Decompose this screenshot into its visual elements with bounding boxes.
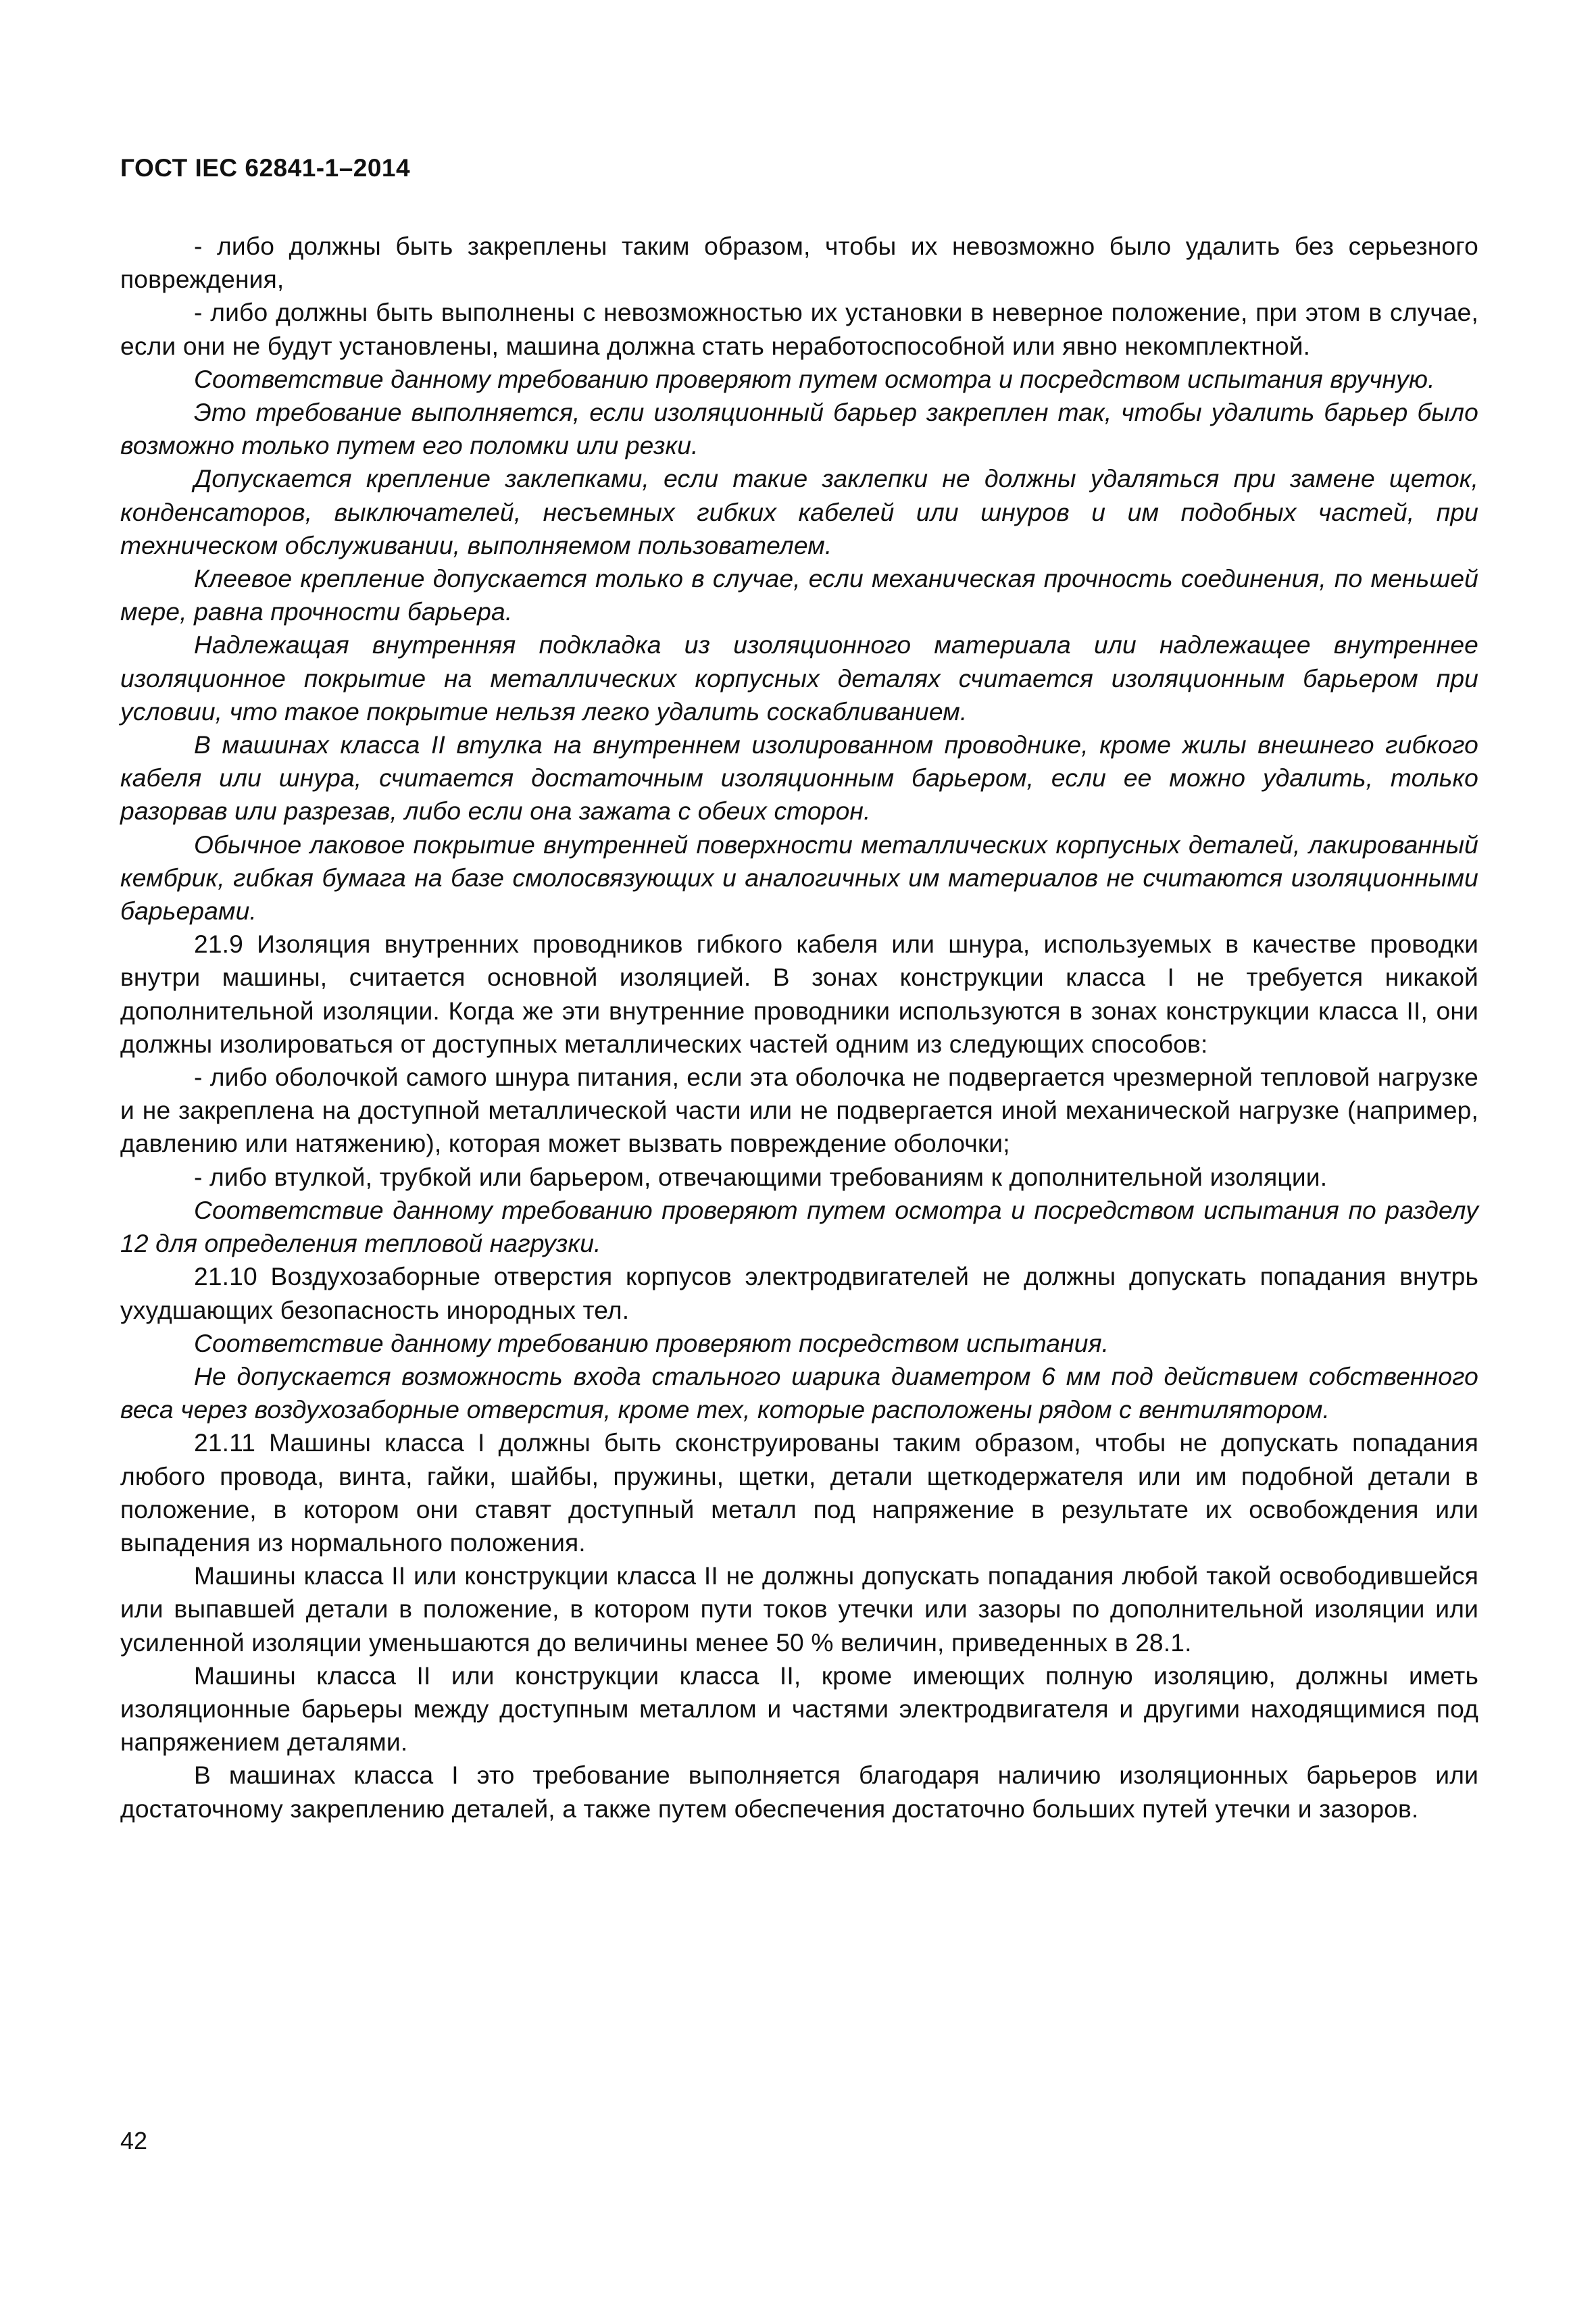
italic-paragraph: Не допускается возможность входа стального шарика диаметром 6 мм под действием собственного веса через воздухозаборные отверстия, кроме тех, которые расположены рядом с вентилятором. [120,1361,1478,1424]
paragraph: - либо должны быть закреплены таким образом, чтобы их невозможно было удалить без серьезного повреждения, [120,232,1478,294]
italic-paragraph: Обычное лаковое покрытие внутренней поверхности металлических корпусных деталей, лакированный кембрик, гибкая бумага на базе смолосвязующих и аналогичных им материалов не считаются изоляционными барьерами. [120,830,1478,926]
italic-paragraph: В машинах класса II втулка на внутреннем изолированном проводнике, кроме жилы внешнего гибкого кабеля или шнура, считается достаточным изоляционным барьером, если ее можно удалить, только разорвав или разрезав, либо если она зажата с обеих сторон. [120,730,1478,826]
italic-paragraph: Допускается крепление заклепками, если такие заклепки не должны удаляться при замене щеток, конденсаторов, выключателей, несъемных гибких кабелей или шнуров и им подобных частей, при техническом обслуживании, выполняемом пользователем. [120,464,1478,559]
italic-paragraph: Соответствие данному требованию проверяют путем осмотра и посредством испытания по разделу 12 для определения тепловой нагрузки. [120,1195,1478,1258]
italic-paragraph: Надлежащая внутренняя подкладка из изоляционного материала или надлежащее внутреннее изоляционное покрытие на металлических корпусных деталях считается изоляционным барьером при условии, что такое покрытие нельзя легко удалить соскабливанием. [120,630,1478,726]
italic-paragraph: Соответствие данному требованию проверяют путем осмотра и посредством испытания вручную. [194,364,1435,393]
clause-21-10: 21.10 Воздухозаборные отверстия корпусов электродвигателей не должны допускать попадания внутрь ухудшающих безопасность инородных тел. [120,1262,1478,1324]
clause-21-11: 21.11 Машины класса I должны быть сконструированы таким образом, чтобы не допускать попадания любого провода, винта, гайки, шайбы, пружины, щетки, детали щеткодержателя или им подобной детали в положение, в котором они ставят доступный металл под напряжение в результате их освобождения или выпадения из нормального положения. [120,1428,1478,1557]
italic-paragraph: Соответствие данному требованию проверяют посредством испытания. [194,1328,1109,1357]
paragraph: Машины класса II или конструкции класса II не должны допускать попадания любой такой освободившейся или выпавшей детали в положение, в котором пути токов утечки или зазоры по дополнительной изоляции или усиленной изоляции уменьшаются до величины менее 50 % величин, приведенных в 28.1. [120,1561,1478,1657]
body-text [120,230,1478,1826]
paragraph: В машинах класса I это требование выполняется благодаря наличию изоляционных барьеров или достаточному закреплению деталей, а также путем обеспечения достаточно больших путей утечки и зазоров. [120,1761,1478,1823]
paragraph: - либо должны быть выполнены с невозможностью их установки в неверное положение, при этом в случае, если они не будут установлены, машина должна стать неработоспособной или явно некомплектной. [120,298,1478,360]
paragraph: - либо втулкой, трубкой или барьером, отвечающими требованиям к дополнительной изоляции. [194,1162,1328,1191]
standard-header: ГОСТ IEC 62841-1–2014 [120,154,411,182]
italic-paragraph: Клеевое крепление допускается только в случае, если механическая прочность соединения, по меньшей мере, равна прочности барьера. [120,564,1478,626]
italic-paragraph: Это требование выполняется, если изоляционный барьер закреплен так, чтобы удалить барьер было возможно только путем его поломки или резки. [120,398,1478,460]
clause-21-9: 21.9 Изоляция внутренних проводников гибкого кабеля или шнура, используемых в качестве проводки внутри машины, считается основной изоляцией. В зонах конструкции класса I не требуется никакой дополнительной изоляции. Когда же эти внутренние проводники используются в зонах конструкции класса II, они должны изолироваться от доступных металлических частей одним из следующих способов: [120,930,1478,1058]
paragraph: - либо оболочкой самого шнура питания, если эта оболочка не подвергается чрезмерной тепловой нагрузке и не закреплена на доступной металлической части или не подвергается иной механической нагрузке (например, давлению или натяжению), которая может вызвать повреждение оболочки; [120,1063,1478,1158]
paragraph: Машины класса II или конструкции класса II, кроме имеющих полную изоляцию, должны иметь изоляционные барьеры между доступным металлом и частями электродвигателя и другими находящимися под напряжением деталями. [120,1661,1478,1757]
page-number: 42 [120,2127,148,2155]
